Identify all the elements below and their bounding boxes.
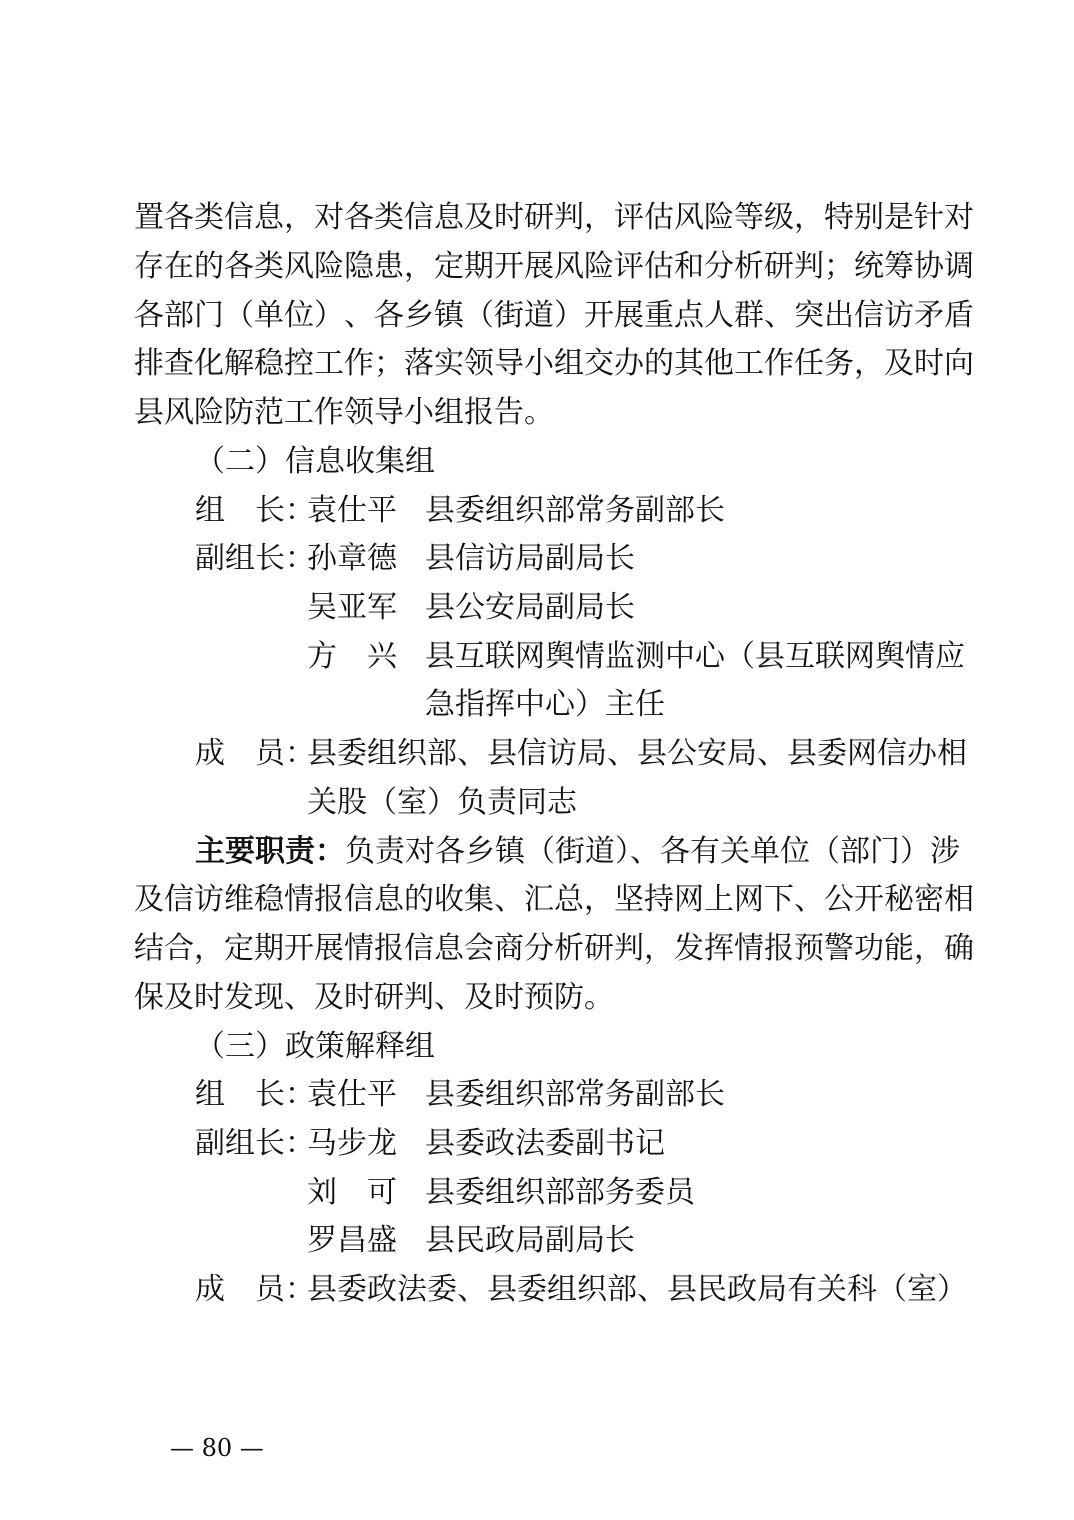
character: 各	[134, 298, 164, 333]
character: 研	[764, 249, 794, 284]
character: 各	[224, 249, 254, 284]
character: 报	[374, 931, 404, 966]
character: 险	[704, 200, 734, 235]
character: 类	[254, 249, 284, 284]
character: 合	[164, 931, 194, 966]
character: 、	[344, 298, 374, 333]
character: 点	[674, 298, 704, 333]
character: 存	[134, 249, 164, 284]
character: 网	[674, 882, 704, 917]
character: 、	[494, 882, 524, 917]
character: 人	[704, 298, 734, 333]
character: （	[464, 298, 494, 333]
character: 判	[614, 931, 644, 966]
character: 定	[224, 931, 254, 966]
character: 期	[464, 249, 494, 284]
character: ，	[914, 931, 944, 966]
character: 维	[224, 882, 254, 917]
character: 结	[134, 931, 164, 966]
character: 患	[374, 249, 404, 284]
person-title: 县委组织部部务委员	[425, 1175, 695, 1210]
character: 展	[614, 298, 644, 333]
person-title: 县委政法委副书记	[425, 1126, 665, 1161]
character: 研	[524, 200, 554, 235]
character: 各	[374, 298, 404, 333]
character: 报	[314, 882, 344, 917]
character: 、	[764, 298, 794, 333]
duty-text: 负责对各乡镇（街道）、各有关单位（部门）涉	[345, 834, 960, 869]
character: 和	[674, 249, 704, 284]
character: 领	[464, 346, 494, 381]
character: 确	[944, 931, 974, 966]
character: 析	[554, 931, 584, 966]
character: 信	[854, 298, 884, 333]
character: 险	[314, 249, 344, 284]
character: 时	[914, 346, 944, 381]
character: 是	[884, 200, 914, 235]
role-label: 副组长：	[195, 541, 315, 576]
character: 信	[404, 931, 434, 966]
character: 门	[194, 298, 224, 333]
character: 乡	[404, 298, 434, 333]
character: 实	[434, 346, 464, 381]
person-title: 县民政局副局长	[425, 1223, 635, 1258]
character: 级	[764, 200, 794, 235]
character: 隐	[344, 249, 374, 284]
character: 办	[614, 346, 644, 381]
members-text: 县委政法委、县委组织部、县民政局有关科（室）	[307, 1272, 967, 1307]
character: 功	[854, 931, 884, 966]
character: 稳	[254, 882, 284, 917]
members-text: 县委组织部、县信访局、县公安局、县委网信办相	[307, 736, 967, 771]
character: 置	[134, 200, 164, 235]
character: 镇	[434, 298, 464, 333]
role-label: 组 长：	[195, 493, 315, 528]
character: 展	[524, 249, 554, 284]
character: 突	[794, 298, 824, 333]
character: 各	[164, 200, 194, 235]
character: 矛	[914, 298, 944, 333]
character: 开	[584, 298, 614, 333]
character: 组	[554, 346, 584, 381]
character: 协	[914, 249, 944, 284]
character: 密	[914, 882, 944, 917]
character: 能	[884, 931, 914, 966]
character: 落	[404, 346, 434, 381]
character: 秘	[884, 882, 914, 917]
character: 化	[194, 346, 224, 381]
character: 的	[194, 249, 224, 284]
character: 及	[884, 346, 914, 381]
person-name: 吴亚军	[307, 590, 397, 625]
character: ；	[824, 249, 854, 284]
character: 挥	[704, 931, 734, 966]
members-text-continued: 关股（室）负责同志	[307, 785, 577, 820]
role-label: 副组长：	[195, 1126, 315, 1161]
person-name: 袁仕平	[307, 1077, 397, 1112]
character: 信	[344, 882, 374, 917]
character: 期	[254, 931, 284, 966]
character: 交	[584, 346, 614, 381]
character: ）	[314, 298, 344, 333]
character: 向	[944, 346, 974, 381]
duty-label: 主要职责：	[195, 834, 345, 869]
character: 调	[944, 249, 974, 284]
character: 他	[704, 346, 734, 381]
section-heading: （二）信息收集组	[195, 444, 435, 479]
character: ，	[404, 249, 434, 284]
character: 情	[284, 882, 314, 917]
character: 时	[494, 200, 524, 235]
character: 道	[524, 298, 554, 333]
character: 对	[944, 200, 974, 235]
character: 持	[644, 882, 674, 917]
character: 定	[434, 249, 464, 284]
role-label: 成 员：	[195, 1272, 315, 1307]
character: 其	[674, 346, 704, 381]
character: 估	[644, 249, 674, 284]
character: 收	[434, 882, 464, 917]
character: 信	[224, 200, 254, 235]
character: 各	[344, 200, 374, 235]
character: 位	[284, 298, 314, 333]
character: 发	[674, 931, 704, 966]
character: ；	[374, 346, 404, 381]
character: 信	[404, 200, 434, 235]
character: 控	[284, 346, 314, 381]
character: 别	[854, 200, 884, 235]
character: 访	[194, 882, 224, 917]
character: 类	[374, 200, 404, 235]
character: 稳	[254, 346, 284, 381]
character: 评	[614, 249, 644, 284]
character: 息	[434, 200, 464, 235]
character: 在	[164, 249, 194, 284]
section-heading: （三）政策解释组	[195, 1029, 435, 1064]
character: 群	[734, 298, 764, 333]
character: 务	[824, 346, 854, 381]
character: ，	[794, 200, 824, 235]
paragraph-line	[134, 344, 974, 384]
character: 相	[944, 882, 974, 917]
character: 风	[554, 249, 584, 284]
duty-paragraph-first-line	[195, 832, 995, 872]
character: 特	[824, 200, 854, 235]
character: 评	[614, 200, 644, 235]
character: 总	[554, 882, 584, 917]
character: 统	[854, 249, 884, 284]
character: 开	[854, 882, 884, 917]
character: ，	[854, 346, 884, 381]
page-number: — 80 —	[170, 1434, 264, 1462]
character: 分	[524, 931, 554, 966]
character: ，	[194, 931, 224, 966]
character: 工	[734, 346, 764, 381]
character: 情	[344, 931, 374, 966]
person-title: 县委组织部常务副部长	[425, 493, 725, 528]
character: 息	[254, 200, 284, 235]
character: 街	[494, 298, 524, 333]
character: 估	[644, 200, 674, 235]
character: 坚	[614, 882, 644, 917]
character: 单	[254, 298, 284, 333]
character: 情	[734, 931, 764, 966]
person-name: 罗昌盛	[307, 1223, 397, 1258]
character: 排	[134, 346, 164, 381]
character: ，	[584, 200, 614, 235]
character: 等	[734, 200, 764, 235]
role-label: 组 长：	[195, 1077, 315, 1112]
character: 汇	[524, 882, 554, 917]
character: 报	[764, 931, 794, 966]
person-name: 方 兴	[307, 639, 397, 674]
character: 对	[314, 200, 344, 235]
character: 及	[464, 200, 494, 235]
character: ，	[284, 200, 314, 235]
character: 风	[674, 200, 704, 235]
paragraph-line	[134, 880, 974, 920]
character: 部	[164, 298, 194, 333]
character: 出	[824, 298, 854, 333]
character: 的	[404, 882, 434, 917]
paragraph-line	[134, 198, 974, 238]
character: 作	[344, 346, 374, 381]
character: 及	[134, 882, 164, 917]
character: 盾	[944, 298, 974, 333]
paragraph-line	[134, 247, 974, 287]
paragraph-line: 县风险防范工作领导小组报告。	[134, 395, 554, 430]
character: 开	[284, 931, 314, 966]
character: ，	[644, 931, 674, 966]
character: 险	[584, 249, 614, 284]
person-name: 袁仕平	[307, 493, 397, 528]
person-name: 刘 可	[307, 1175, 397, 1210]
character: 导	[494, 346, 524, 381]
character: 任	[794, 346, 824, 381]
paragraph-line	[134, 296, 974, 336]
character: 类	[194, 200, 224, 235]
character: 会	[464, 931, 494, 966]
paragraph-line	[134, 929, 974, 969]
character: 、	[794, 882, 824, 917]
character: 访	[884, 298, 914, 333]
person-title: 县委组织部常务副部长	[425, 1077, 725, 1112]
person-name: 孙章德	[307, 541, 397, 576]
character: ，	[584, 882, 614, 917]
character: 分	[704, 249, 734, 284]
character: 判	[554, 200, 584, 235]
character: 研	[584, 931, 614, 966]
character: 判	[794, 249, 824, 284]
character: ）	[554, 298, 584, 333]
character: 信	[164, 882, 194, 917]
person-title: 县信访局副局长	[425, 541, 635, 576]
character: 开	[494, 249, 524, 284]
character: 上	[704, 882, 734, 917]
person-title: 县公安局副局长	[425, 590, 635, 625]
character: 针	[914, 200, 944, 235]
character: 公	[824, 882, 854, 917]
character: 网	[734, 882, 764, 917]
character: 解	[224, 346, 254, 381]
character: 警	[824, 931, 854, 966]
character: 筹	[884, 249, 914, 284]
character: （	[224, 298, 254, 333]
role-label: 成 员：	[195, 736, 315, 771]
character: 重	[644, 298, 674, 333]
character: 小	[524, 346, 554, 381]
person-title: 县互联网舆情监测中心（县互联网舆情应	[425, 639, 965, 674]
paragraph-line: 保及时发现、及时研判、及时预防。	[134, 980, 614, 1015]
person-name: 马步龙	[307, 1126, 397, 1161]
character: 息	[434, 931, 464, 966]
character: 查	[164, 346, 194, 381]
character: 作	[764, 346, 794, 381]
character: 展	[314, 931, 344, 966]
character: 集	[464, 882, 494, 917]
person-title-continued: 急指挥中心）主任	[425, 687, 665, 722]
character: 下	[764, 882, 794, 917]
character: 的	[644, 346, 674, 381]
character: 息	[374, 882, 404, 917]
character: 工	[314, 346, 344, 381]
character: 商	[494, 931, 524, 966]
character: 析	[734, 249, 764, 284]
character: 预	[794, 931, 824, 966]
character: 风	[284, 249, 314, 284]
